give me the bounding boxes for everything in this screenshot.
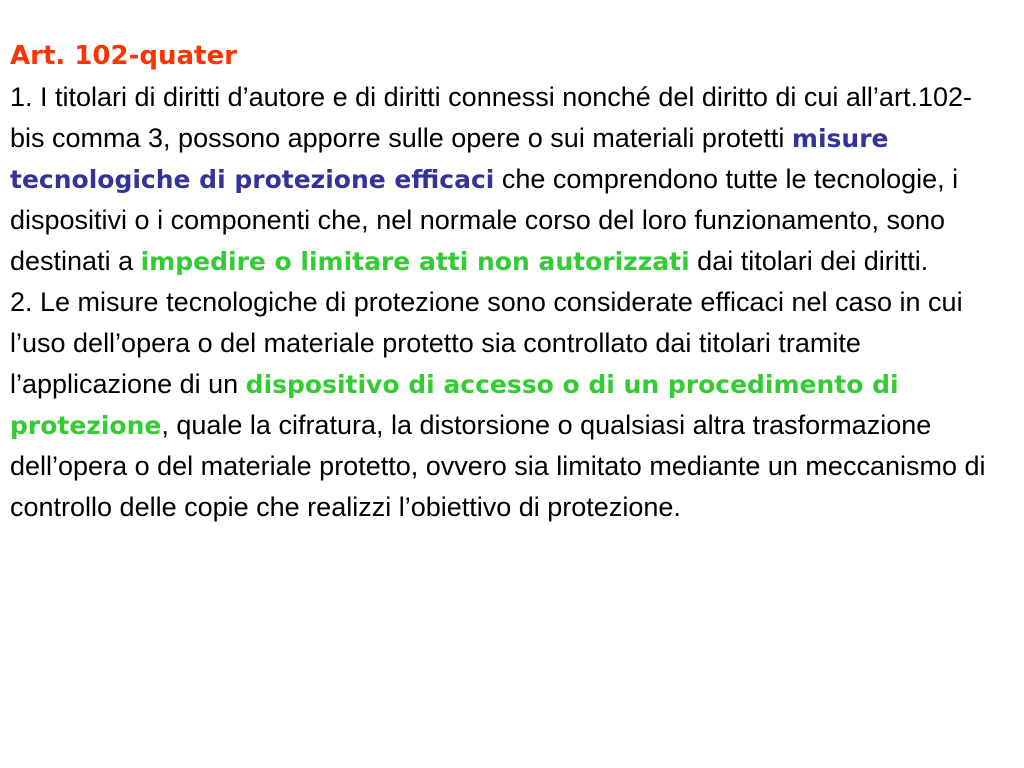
paragraph-1-text-b: che comprendono tutte le tecnologie, i dispositivi o i componenti che, nel normale corso del loro funzionamento, sono destinati a	[10, 164, 959, 276]
paragraph-2-text-a: 2. Le misure tecnologiche di protezione sono considerate efficaci nel caso in cui l’uso dell’opera o del materiale protetto sia controllato dai titolari tramite l’applicazione di un	[10, 287, 963, 399]
highlight-protection-measures: misure tecnologiche di protezione efficaci	[10, 124, 889, 194]
highlight-access-device: dispositivo di accesso o di un procedimento di protezione	[10, 370, 899, 440]
paragraph-2	[10, 282, 1000, 528]
paragraph-1	[10, 77, 1000, 282]
paragraph-1-text-c: dai titolari dei diritti.	[689, 246, 929, 276]
paragraph-2-text-b: , quale la cifratura, la distorsione o qualsiasi altra trasformazione dell’opera o del materiale protetto, ovvero sia limitato mediante un meccanismo di controllo delle copie che realizzi l’obiettivo di protezione.	[10, 410, 986, 522]
paragraph-1-text-a: 1. I titolari di diritti d’autore e di diritti connessi nonché del diritto di cui all’art.102-bis comma 3, possono apporre sulle opere o sui materiali protetti	[10, 82, 972, 153]
article-title: Art. 102-quater	[10, 41, 237, 71]
slide-body	[10, 36, 1000, 528]
highlight-prevent-acts: impedire o limitare atti non autorizzati	[140, 247, 690, 276]
